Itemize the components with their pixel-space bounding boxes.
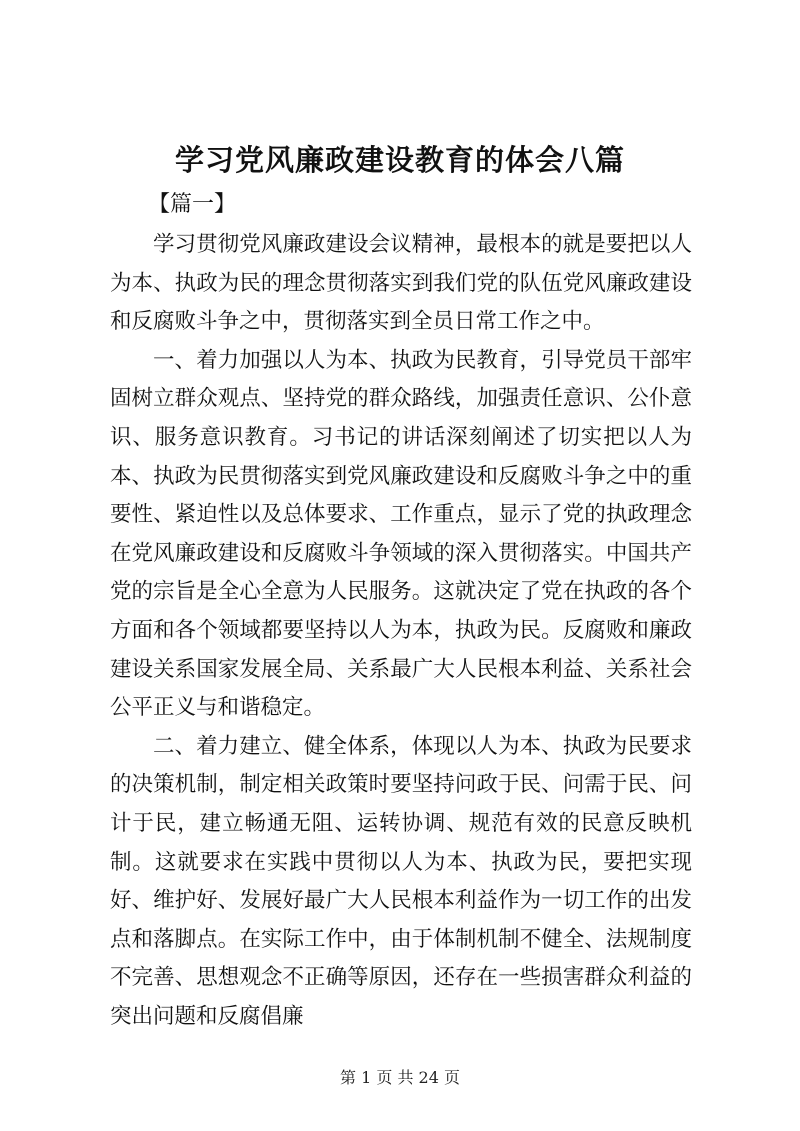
page-footer: 第 1 页 共 24 页	[340, 1068, 460, 1087]
document-body	[110, 226, 692, 1036]
paragraph-point-one: 一、着力加强以人为本、执政为民教育，引导党员干部牢固树立群众观点、坚持党的群众路线，加强责任意识、公仆意识、服务意识教育。习书记的讲话深刻阐述了切实把以人为本、执政为民贯彻落实到党风廉政建设和反腐败斗争之中的重要性、紧迫性以及总体要求、工作重点，显示了党的执政理念在党风廉政建设和反腐败斗争领域的深入贯彻落实。中国共产党的宗旨是全心全意为人民服务。这就决定了党在执政的各个方面和各个领域都要坚持以人为本，执政为民。反腐败和廉政建设关系国家发展全局、关系最广大人民根本利益、关系社会公平正义与和谐稳定。	[110, 347, 692, 721]
paragraph-intro: 学习贯彻党风廉政建设会议精神，最根本的就是要把以人为本、执政为民的理念贯彻落实到我们党的队伍党风廉政建设和反腐败斗争之中，贯彻落实到全员日常工作之中。	[110, 232, 692, 335]
paragraph-point-two: 二、着力建立、健全体系，体现以人为本、执政为民要求的决策机制，制定相关政策时要坚持问政于民、问需于民、问计于民，建立畅通无阻、运转协调、规范有效的民意反映机制。这就要求在实践中贯彻以人为本、执政为民，要把实现好、维护好、发展好最广大人民根本利益作为一切工作的出发点和落脚点。在实际工作中，由于体制机制不健全、法规制度不完善、思想观念不正确等原因，还存在一些损害群众利益的突出问题和反腐倡廉	[110, 733, 692, 1029]
section-label: 【篇一】	[148, 192, 237, 217]
document-title: 学习党风廉政建设教育的体会八篇	[174, 143, 625, 177]
